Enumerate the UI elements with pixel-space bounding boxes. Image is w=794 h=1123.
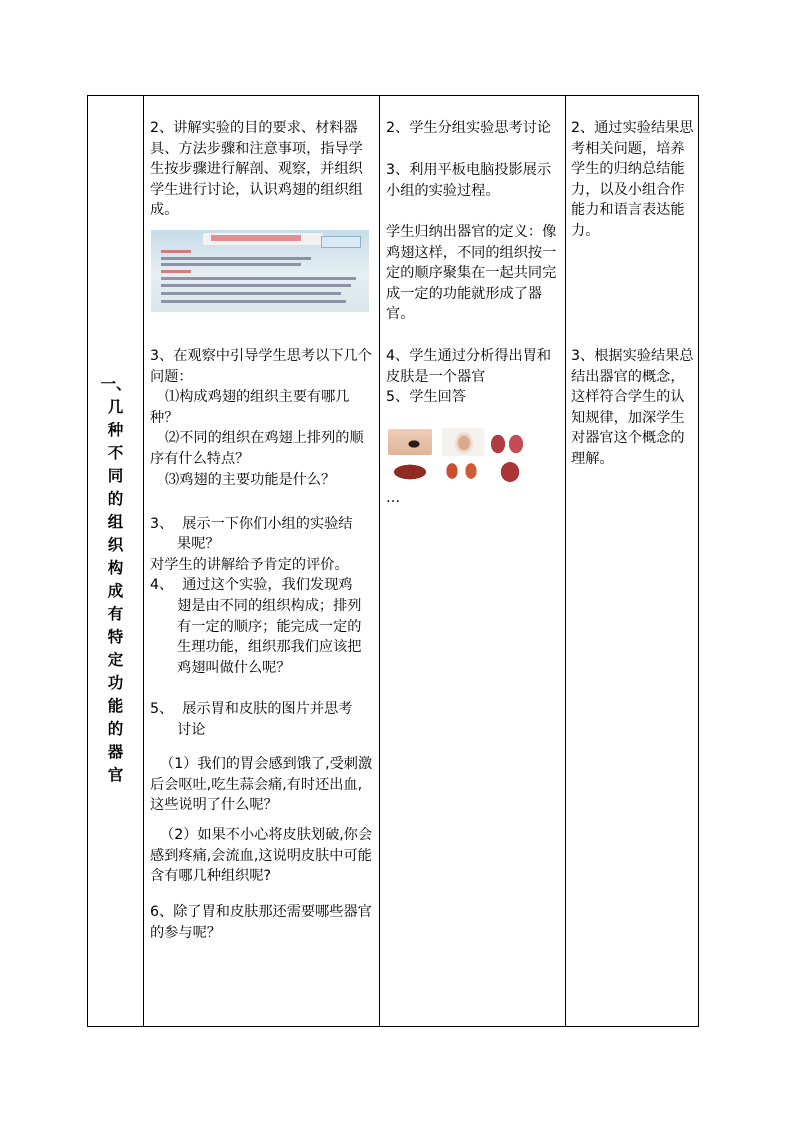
- teacher-subquestion-1: （1）我们的胃会感到饿了,受刺激后会呕吐,吃生蒜会痛,有时还出血,这些说明了什么呢？: [150, 756, 373, 813]
- teacher-question-3: ⑶鸡翅的主要功能是什么？: [165, 472, 336, 488]
- teacher-step-5: 5、 展示胃和皮肤的图片并思考: [150, 701, 353, 717]
- intent-step-2: 2、通过实验结果思考相关问题，培养学生的归纳总结能力，以及小组合作能力和语言表达能力。: [571, 120, 694, 239]
- teacher-step-4-cont: 翅是由不同的组织构成；排列有一定的顺序；能完成一定的生理功能，组织那我们应该把鸡翅叫做什么呢？: [177, 598, 362, 676]
- teacher-step-3b: 3、 展示一下你们小组的实验结: [150, 516, 353, 532]
- eye-image: [388, 429, 432, 455]
- section-label: 一、几种不同的组织构成有特定功能的器官: [100, 375, 132, 784]
- teacher-subquestion-2: （2）如果不小心将皮肤划破,你会感到疼痛,会流血,这说明皮肤中可能含有哪几种组织呢?: [150, 827, 373, 884]
- teacher-step-2: 2、讲解实验的目的要求、材料器具、方法步骤和注意事项，指导学生按步骤进行解剖、观察，并组织学生进行讨论，认识鸡翅的组织组成。: [150, 120, 363, 218]
- student-step-3: 3、利用平板电脑投影展示小组的实验过程。: [386, 162, 552, 199]
- design-intent-cell: [565, 96, 700, 1026]
- student-step-2: 2、学生分组实验思考讨论: [386, 120, 552, 136]
- section-label-cell: [88, 96, 143, 1026]
- teacher-step-5-cont: 讨论: [177, 722, 206, 738]
- slide-tag: [321, 236, 361, 248]
- teacher-step-6: 6、除了胃和皮肤那还需要哪些器官的参与呢？: [150, 904, 372, 941]
- heart-image: [490, 456, 532, 486]
- ear-image: [442, 428, 484, 456]
- student-ellipsis: …: [386, 490, 401, 506]
- student-step-4: 4、学生通过分析得出胃和皮肤是一个器官: [386, 348, 552, 385]
- student-step-5: 5、学生回答: [386, 389, 466, 405]
- intent-step-3: 3、根据实验结果总结出器官的概念，这样符合学生的认知规律，加深学生对器官这个概念的理解。: [571, 348, 694, 467]
- student-activity-cell: [379, 96, 565, 1026]
- teacher-step-4: 4、 通过这个实验，我们发现鸡: [150, 577, 353, 593]
- kidney-image: [440, 458, 484, 484]
- experiment-slide-image: [151, 230, 369, 312]
- liver-image: [388, 460, 434, 484]
- teacher-question-2: ⑵不同的组织在鸡翅上排列的顺序有什么特点？: [150, 430, 364, 467]
- slide-title-band: [203, 233, 323, 245]
- teacher-step-3: 3、在观察中引导学生思考以下几个问题：: [150, 348, 372, 385]
- lesson-table: [87, 95, 699, 1027]
- teacher-praise: 对学生的讲解给予肯定的评价。: [150, 557, 349, 573]
- student-organ-definition: 学生归纳出器官的定义：像鸡翅这样，不同的组织按一定的顺序聚集在一起共同完成一定的功能就形成了器官。: [386, 224, 557, 322]
- organ-images: [386, 426, 556, 488]
- teacher-question-1: ⑴构成鸡翅的组织主要有哪几种？: [150, 389, 350, 426]
- teacher-step-3b-cont: 果呢？: [177, 536, 220, 552]
- lung-image: [486, 428, 528, 458]
- teacher-activity-cell: [143, 96, 379, 1026]
